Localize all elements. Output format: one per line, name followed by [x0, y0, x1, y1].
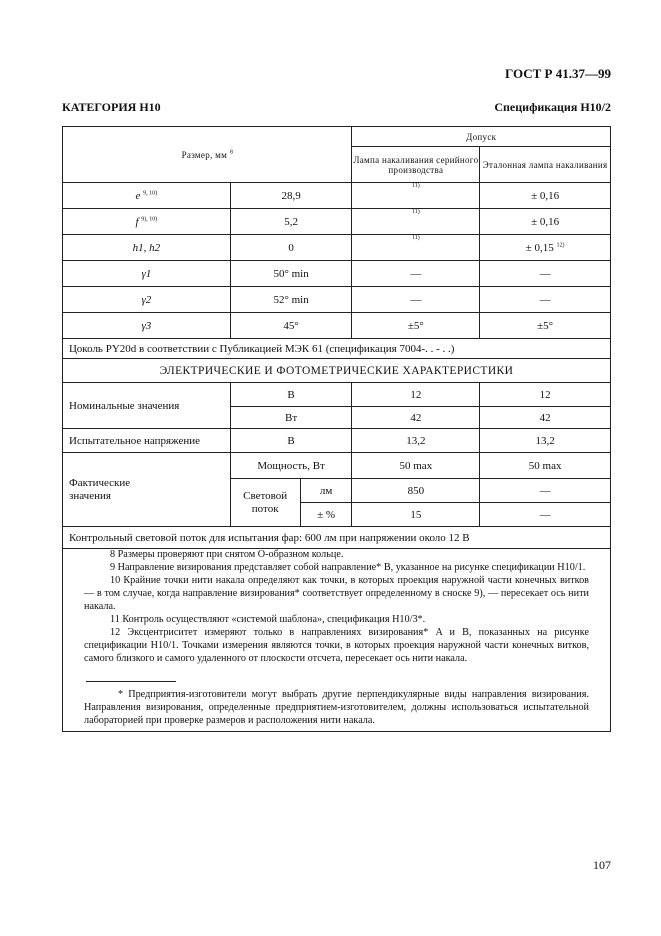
note-12: 12 Эксцентриситет измеряют только в направлениях визирования* A и B, показанных на рисунке спецификации H10/1. Точками измерения являются точки, в которых проекция наружной части конечных витков, самого близкого и самого удаленного от плоскости отсчета, пересекает ось нити накала. [84, 627, 589, 664]
nominal-v-unit: В [230, 383, 352, 407]
flux-label: Световой поток [230, 479, 300, 527]
serial-tolerance: 11) [352, 209, 480, 235]
lumen-ref: — [480, 479, 611, 503]
dimension-symbol: f $^{9), 10)}$ [63, 209, 231, 235]
reference-tolerance: ±5° [480, 313, 611, 339]
test-voltage-ref: 13,2 [480, 429, 611, 453]
nominal-w-serial: 42 [352, 407, 480, 429]
serial-tolerance: — [352, 261, 480, 287]
note-9: 9 Направление визирования представляет собой направление* B, указанное на рисунке спецификации H10/1. [110, 562, 586, 573]
dimension-value: 0 [230, 235, 352, 261]
dimension-row [63, 235, 611, 261]
dimension-row [63, 287, 611, 313]
nominal-v-ref: 12 [480, 383, 611, 407]
test-voltage-unit: В [230, 429, 352, 453]
page-number: 107 [593, 858, 611, 872]
reference-tolerance: — [480, 261, 611, 287]
spec-title: Спецификация H10/2 [494, 100, 611, 114]
percent-unit: ± % [300, 503, 352, 527]
dimension-row [63, 261, 611, 287]
base-row: Цоколь PY20d в соответствии с Публикацией МЭК 61 (спецификация 7004-. . - . .) [63, 339, 611, 359]
category-title: КАТЕГОРИЯ H10 [62, 100, 161, 114]
notes [62, 548, 611, 665]
control-flux-row: Контрольный световой поток для испытания фар: 600 лм при напряжении около 12 В [63, 527, 611, 549]
dimension-value: 45° [230, 313, 352, 339]
reference-tolerance: — [480, 287, 611, 313]
serial-tolerance: 11) [352, 235, 480, 261]
note-10: 10 Крайние точки нити накала определяют как точки, в которых проекция наружной части конечных витков — в том случае, когда направление визирования* соответствует определенному в сноске 9), — пересекает ось нити накала. [84, 575, 589, 612]
actual-values-label: Фактические значения [63, 453, 231, 527]
note-8: 8 Размеры проверяют при снятом O-образном кольце. [110, 549, 344, 560]
dimension-value: 52° min [230, 287, 352, 313]
dimension-symbol: h1, h2 [63, 235, 231, 261]
percent-ref: — [480, 503, 611, 527]
lumen-serial: 850 [352, 479, 480, 503]
dimension-value: 5,2 [230, 209, 352, 235]
nominal-v-serial: 12 [352, 383, 480, 407]
power-label: Мощность, Вт [230, 453, 352, 479]
footnote: * Предприятия-изготовители могут выбрать другие перпендикулярные виды направления визирования. Направления визирования, определенные предприятием-изготовителем, должны использоваться испытательной лабораторией при проверке размеров и расположения нити накала. [84, 689, 589, 726]
dimension-symbol: γ2 [63, 287, 231, 313]
reference-tolerance: ± 0,16 [480, 209, 611, 235]
nominal-w-ref: 42 [480, 407, 611, 429]
dimension-row [63, 183, 611, 209]
size-header: Размер, мм $^8$ [63, 127, 352, 183]
percent-serial: 15 [352, 503, 480, 527]
spec-table [62, 126, 611, 549]
document-code: ГОСТ Р 41.37—99 [505, 66, 611, 81]
dimension-row [63, 209, 611, 235]
serial-tolerance: 11) [352, 183, 480, 209]
nominal-w-unit: Вт [230, 407, 352, 429]
dimension-value: 28,9 [230, 183, 352, 209]
note-11: 11 Контроль осуществляют «системой шаблона», спецификация H10/3*. [110, 614, 426, 625]
section-title: ЭЛЕКТРИЧЕСКИЕ И ФОТОМЕТРИЧЕСКИЕ ХАРАКТЕРИСТИКИ [63, 359, 611, 383]
serial-tolerance: — [352, 287, 480, 313]
power-serial: 50 max [352, 453, 480, 479]
test-voltage-serial: 13,2 [352, 429, 480, 453]
nominal-label: Номинальные значения [63, 383, 231, 429]
tolerance-header: Допуск [352, 127, 611, 147]
reference-tolerance: ± 0,15 $^{12)}$ [480, 235, 611, 261]
reference-tolerance: ± 0,16 [480, 183, 611, 209]
power-ref: 50 max [480, 453, 611, 479]
dimension-symbol: γ1 [63, 261, 231, 287]
lumen-unit: лм [300, 479, 352, 503]
test-voltage-label: Испытательное напряжение [63, 429, 231, 453]
reference-header: Эталонная лампа накаливания [480, 147, 611, 183]
serial-tolerance: ±5° [352, 313, 480, 339]
dimension-row [63, 313, 611, 339]
dimension-symbol: e $^{9, 10)}$ [63, 183, 231, 209]
dimension-symbol: γ3 [63, 313, 231, 339]
footnote-divider [86, 681, 176, 682]
serial-header: Лампа накаливания серийного производства [352, 147, 480, 183]
dimension-value: 50° min [230, 261, 352, 287]
